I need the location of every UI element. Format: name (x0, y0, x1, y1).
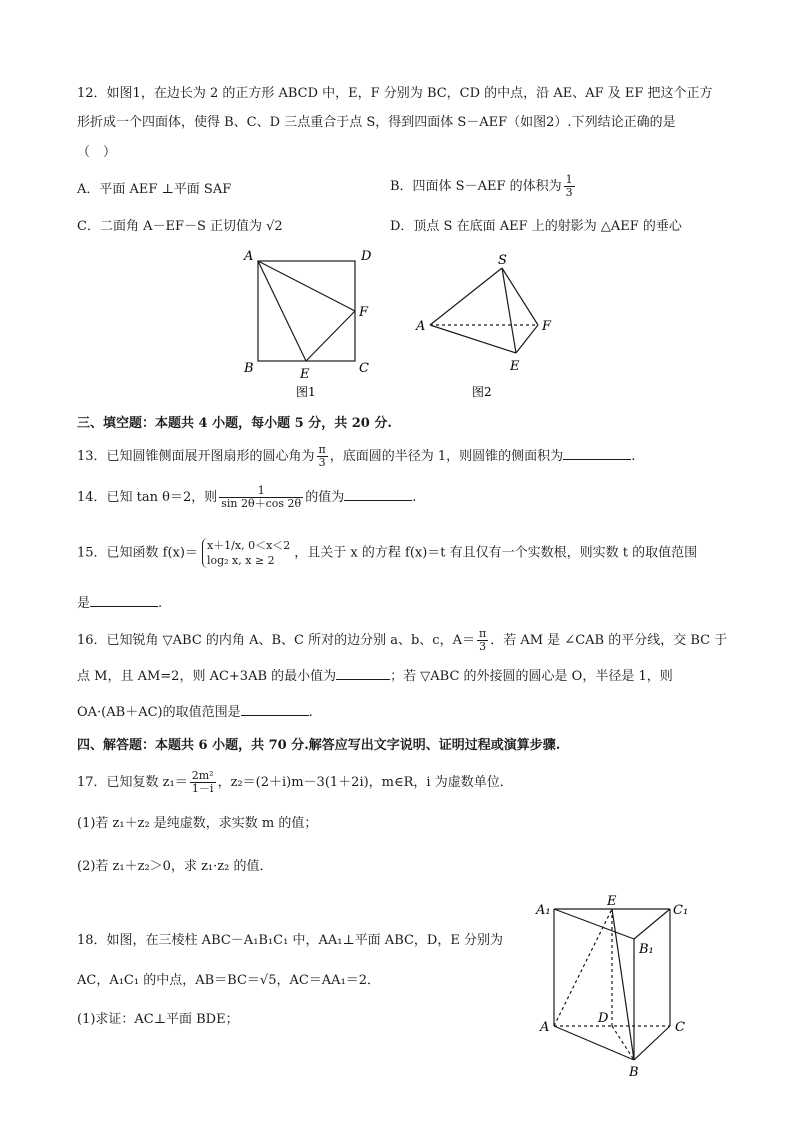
fraction-numerator: 1 (565, 173, 573, 186)
q15-text-after: ，且关于 x 的方程 f(x)＝t 有且仅有一个实数根，则实数 t 的取值范围 (294, 545, 698, 561)
edge-as (430, 268, 502, 325)
q17-part-1: (1)若 z₁＋z₂ 是纯虚数，求实数 m 的值； (77, 816, 318, 831)
q16-fraction (477, 628, 488, 653)
edge-ef (516, 325, 538, 353)
q12-option-d: D．顶点 S 在底面 AEF 上的射影为 △AEF 的垂心 (390, 219, 682, 234)
q12-option-c: C．二面角 A－EF－S 正切值为 √2 (77, 219, 283, 234)
q16-text: 16．已知锐角 ▽ABC 的内角 A、B、C 所对的边分别 a、b、c，A＝ (77, 633, 475, 648)
q16-line3 (77, 701, 313, 723)
q13-text: 13．已知圆锥侧面展开图扇形的圆心角为 (77, 449, 315, 464)
edge-eb (612, 909, 634, 1060)
fraction-denominator: sin 2θ＋cos 2θ (221, 497, 302, 510)
q13-fraction (317, 444, 328, 469)
fig1-label-c: C (359, 361, 369, 376)
q13-period: . (631, 449, 636, 464)
fig1-label-d: D (361, 249, 372, 264)
segment-ef (306, 311, 355, 361)
prism-label-b: B (629, 1065, 639, 1080)
fig1-caption: 图1 (296, 385, 316, 399)
q16-text-after: ．若 AM 是 ∠CAB 的平分线，交 BC 于 (490, 633, 728, 648)
q16-period: . (308, 705, 313, 720)
piecewise-brace (202, 538, 290, 568)
fraction-numerator: π (478, 627, 487, 640)
segment-ae (258, 261, 306, 361)
q14-text: 14．已知 tan θ＝2，则 (77, 490, 218, 505)
edge-ae (430, 325, 516, 353)
fraction-denominator: 3 (565, 186, 573, 199)
q15-text: 15．已知函数 f(x)＝ (77, 545, 198, 561)
prism-label-d: D (598, 1011, 609, 1026)
edge-ab (554, 1026, 634, 1060)
fig1-label-b: B (244, 361, 254, 376)
question-15 (77, 538, 697, 568)
square-abcd (258, 261, 355, 361)
fig2-label-s: S (498, 253, 507, 268)
q18-line1: 18．如图，在三棱柱 ABC－A₁B₁C₁ 中，AA₁⊥平面 ABC，D，E 分别为 (77, 933, 503, 948)
q12-answer-paren: （ ） (77, 145, 117, 160)
q16-line2 (77, 665, 673, 687)
q12-line1: 12．如图1，在边长为 2 的正方形 ABCD 中，E，F 分别为 BC，CD 的中点，沿 AE、AF 及 EF 把这个正方 (77, 86, 713, 101)
fraction-denominator: 3 (318, 456, 326, 469)
question-13 (77, 444, 635, 469)
edge-sf (502, 268, 538, 325)
q14-text-after: 的值为 (305, 490, 345, 505)
fraction-denominator: 1－i (191, 782, 214, 795)
fig2-label-f: F (542, 319, 552, 334)
prism-label-a: A (540, 1020, 550, 1035)
fig1-label-a: A (244, 249, 254, 264)
fraction-numerator: 2m² (191, 769, 214, 782)
q18-part-1: (1)求证：AC⊥平面 BDE； (77, 1012, 239, 1027)
fig1-label-e: E (300, 367, 310, 382)
answer-blank[interactable] (344, 486, 412, 501)
edge-ae-hidden (554, 909, 612, 1026)
q13-text-after: ，底面圆的半径为 1，则圆锥的侧面积为 (329, 449, 564, 464)
answer-blank[interactable] (563, 445, 631, 460)
fig2-caption: 图2 (472, 385, 492, 399)
q15-line2 (77, 592, 162, 614)
q16-line2-text: 点 M，且 AM=2，则 AC+3AB 的最小值为 (77, 669, 337, 684)
piecewise-case-1: x＋1/x, 0＜x＜2 (206, 539, 291, 552)
q17-part-2: (2)若 z₁＋z₂＞0，求 z₁·z₂ 的值． (77, 859, 273, 874)
q18-line2: AC，A₁C₁ 的中点，AB＝BC＝√5，AC＝AA₁＝2． (77, 973, 381, 988)
q14-fraction (219, 485, 303, 510)
edge-se (502, 268, 516, 353)
prism-label-a1: A₁ (536, 903, 551, 918)
answer-blank[interactable] (90, 592, 158, 607)
question-14 (77, 485, 416, 510)
fraction-denominator: 3 (479, 640, 487, 653)
edge-a1b1 (554, 909, 634, 939)
piecewise-case-2: log₂ x, x ≥ 2 (206, 554, 275, 567)
section-3-heading: 三、填空题：本题共 4 小题，每小题 5 分，共 20 分. (77, 416, 392, 431)
q17-text-after: ，z₂＝(2＋i)m－3(1＋2i)，m∈R，i 为虚数单位． (217, 775, 513, 790)
fig2-label-e: E (510, 359, 520, 374)
figure-2-tetrahedron (410, 250, 560, 404)
answer-blank[interactable] (241, 701, 309, 716)
answer-blank[interactable] (336, 665, 390, 680)
fraction-numerator: π (318, 443, 326, 456)
prism-figure (530, 892, 705, 1082)
figure-1-square (238, 244, 378, 404)
q12-option-b-text: B．四面体 S－AEF 的体积为 (390, 179, 562, 194)
q12-line2: 形折成一个四面体，使得 B、C、D 三点重合于点 S，得到四面体 S－AEF（如图2）.下列结论正确的是 (77, 115, 676, 130)
q16-line3-text: OA·(AB＋AC)的取值范围是 (77, 705, 241, 720)
fraction-numerator: 1 (219, 485, 303, 498)
section-4-heading: 四、解答题：本题共 6 小题，共 70 分.解答应写出文字说明、证明过程或演算步骤. (77, 738, 561, 753)
q17-fraction (190, 770, 216, 795)
segment-af (258, 261, 355, 311)
q12-option-b (390, 174, 577, 199)
prism-label-c1: C₁ (673, 903, 689, 918)
fig2-label-a: A (416, 319, 426, 334)
fig1-label-f: F (359, 305, 369, 320)
edge-bc (634, 1026, 670, 1060)
q17-text: 17．已知复数 z₁＝ (77, 775, 188, 790)
prism-label-b1: B₁ (639, 942, 654, 957)
q12-option-a: A．平面 AEF ⊥平面 SAF (77, 182, 232, 197)
q12-option-b-fraction (564, 174, 575, 199)
edge-b1c1 (634, 909, 670, 939)
question-16 (77, 628, 727, 653)
q15-period: . (158, 596, 163, 611)
q16-line2-text-after: ；若 ▽ABC 的外接圆的圆心是 O，半径是 1，则 (390, 669, 673, 684)
q14-period: . (412, 490, 417, 505)
q15-line2-text: 是 (77, 596, 91, 611)
prism-label-e: E (607, 894, 617, 909)
prism-label-c: C (675, 1020, 685, 1035)
question-17 (77, 770, 513, 795)
